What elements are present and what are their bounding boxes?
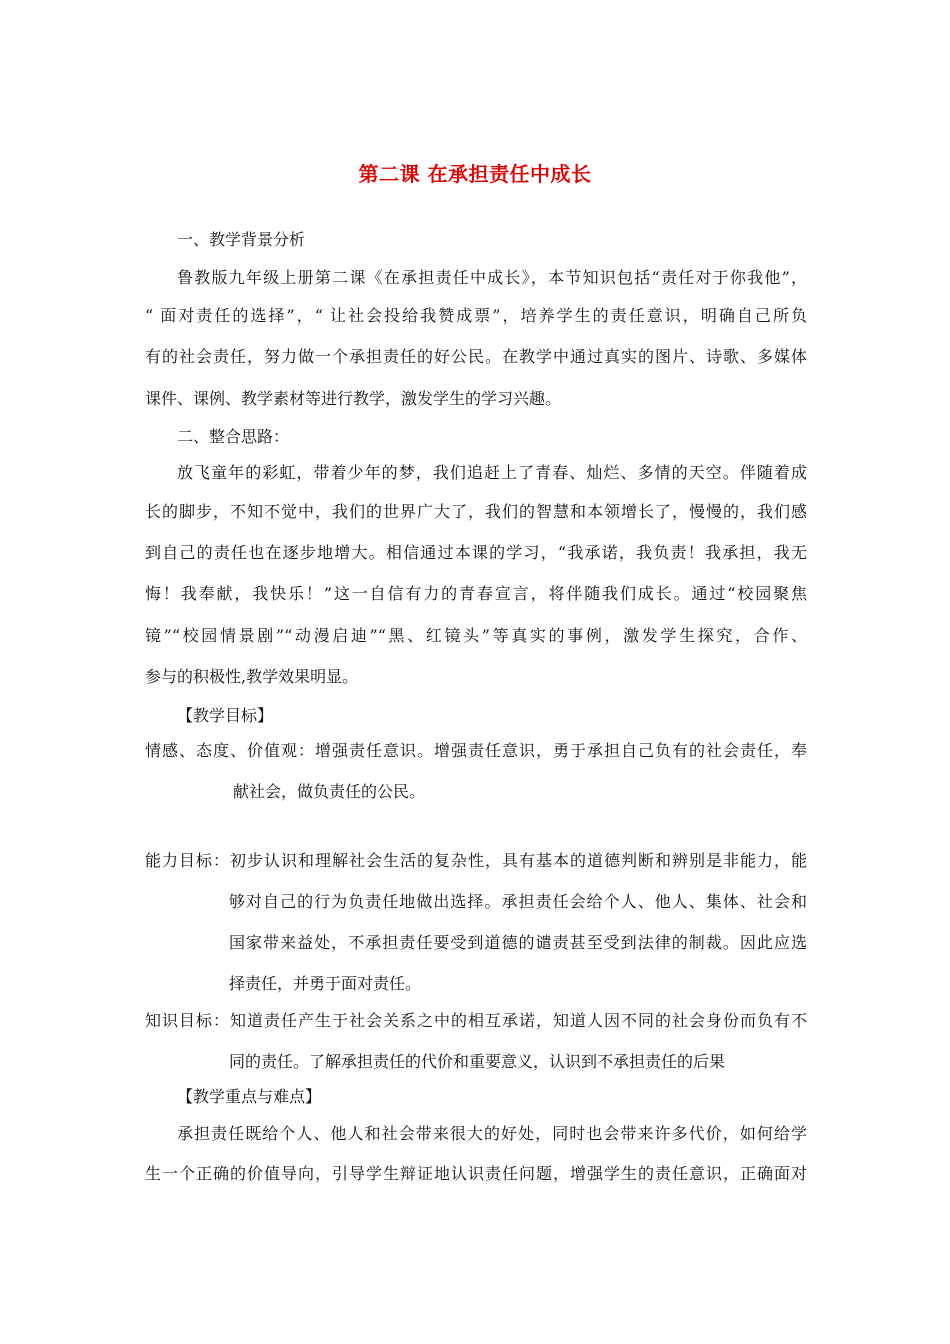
paragraph-line: 放飞童年的彩虹，带着少年的梦，我们追赶上了青春、灿烂、多情的天空。伴随着成 xyxy=(177,463,807,482)
knowledge-goal-line: 同的责任。了解承担责任的代价和重要意义，认识到不承担责任的后果 xyxy=(229,1052,726,1071)
paragraph-line: 镜”“校园情景剧”“动漫启迪”“黑、红镜头”等真实的事例，激发学生探究，合作、 xyxy=(145,626,807,645)
section-heading-background: 一、教学背景分析 xyxy=(177,230,306,249)
ability-goal-line: 够对自己的行为负责任地做出选择。承担责任会给个人、他人、集体、社会和 xyxy=(229,892,807,911)
ability-goal-line: 择责任，并勇于面对责任。 xyxy=(229,974,422,993)
emotion-goal-line: 献社会，做负责任的公民。 xyxy=(233,782,426,801)
knowledge-goal-line: 知识目标：知道责任产生于社会关系之中的相互承诺，知道人因不同的社会身份而负有不 xyxy=(145,1011,807,1030)
paragraph-line: 悔！我奉献，我快乐！”这一自信有力的青春宣言，将伴随我们成长。通过“校园聚焦 xyxy=(145,584,807,603)
paragraph-line: 参与的积极性,教学效果明显。 xyxy=(145,667,359,686)
paragraph-line: 生一个正确的价值导向，引导学生辩证地认识责任问题，增强学生的责任意识，正确面对 xyxy=(145,1164,807,1183)
key-points-heading: 【教学重点与难点】 xyxy=(177,1087,322,1106)
emotion-goal-line: 情感、态度、价值观：增强责任意识。增强责任意识，勇于承担自己负有的社会责任，奉 xyxy=(145,741,807,760)
section-heading-integration: 二、整合思路： xyxy=(177,427,290,446)
document-title: 第二课 在承担责任中成长 xyxy=(358,162,592,186)
paragraph-line: 承担责任既给个人、他人和社会带来很大的好处，同时也会带来许多代价，如何给学 xyxy=(177,1124,807,1143)
ability-goal-line: 国家带来益处，不承担责任要受到道德的谴责甚至受到法律的制裁。因此应选 xyxy=(229,933,807,952)
paragraph-line: 长的脚步，不知不觉中，我们的世界广大了，我们的智慧和本领增长了，慢慢的，我们感 xyxy=(145,502,807,521)
ability-goal-line: 能力目标：初步认识和理解社会生活的复杂性，具有基本的道德判断和辨别是非能力，能 xyxy=(145,851,807,870)
paragraph-line: 有的社会责任，努力做一个承担责任的好公民。在教学中通过真实的图片、诗歌、多媒体 xyxy=(145,347,807,366)
goals-heading: 【教学目标】 xyxy=(177,706,274,725)
paragraph-line: 到自己的责任也在逐步地增大。相信通过本课的学习，“我承诺，我负责！我承担，我无 xyxy=(145,543,807,562)
paragraph-line: 鲁教版九年级上册第二课《在承担责任中成长》，本节知识包括“责任对于你我他”， xyxy=(177,268,807,287)
paragraph-line: “ 面对责任的选择”，“ 让社会投给我赞成票”，培养学生的责任意识，明确自己所负 xyxy=(145,306,807,325)
paragraph-line: 课件、课例、教学素材等进行教学，激发学生的学习兴趣。 xyxy=(145,389,562,408)
